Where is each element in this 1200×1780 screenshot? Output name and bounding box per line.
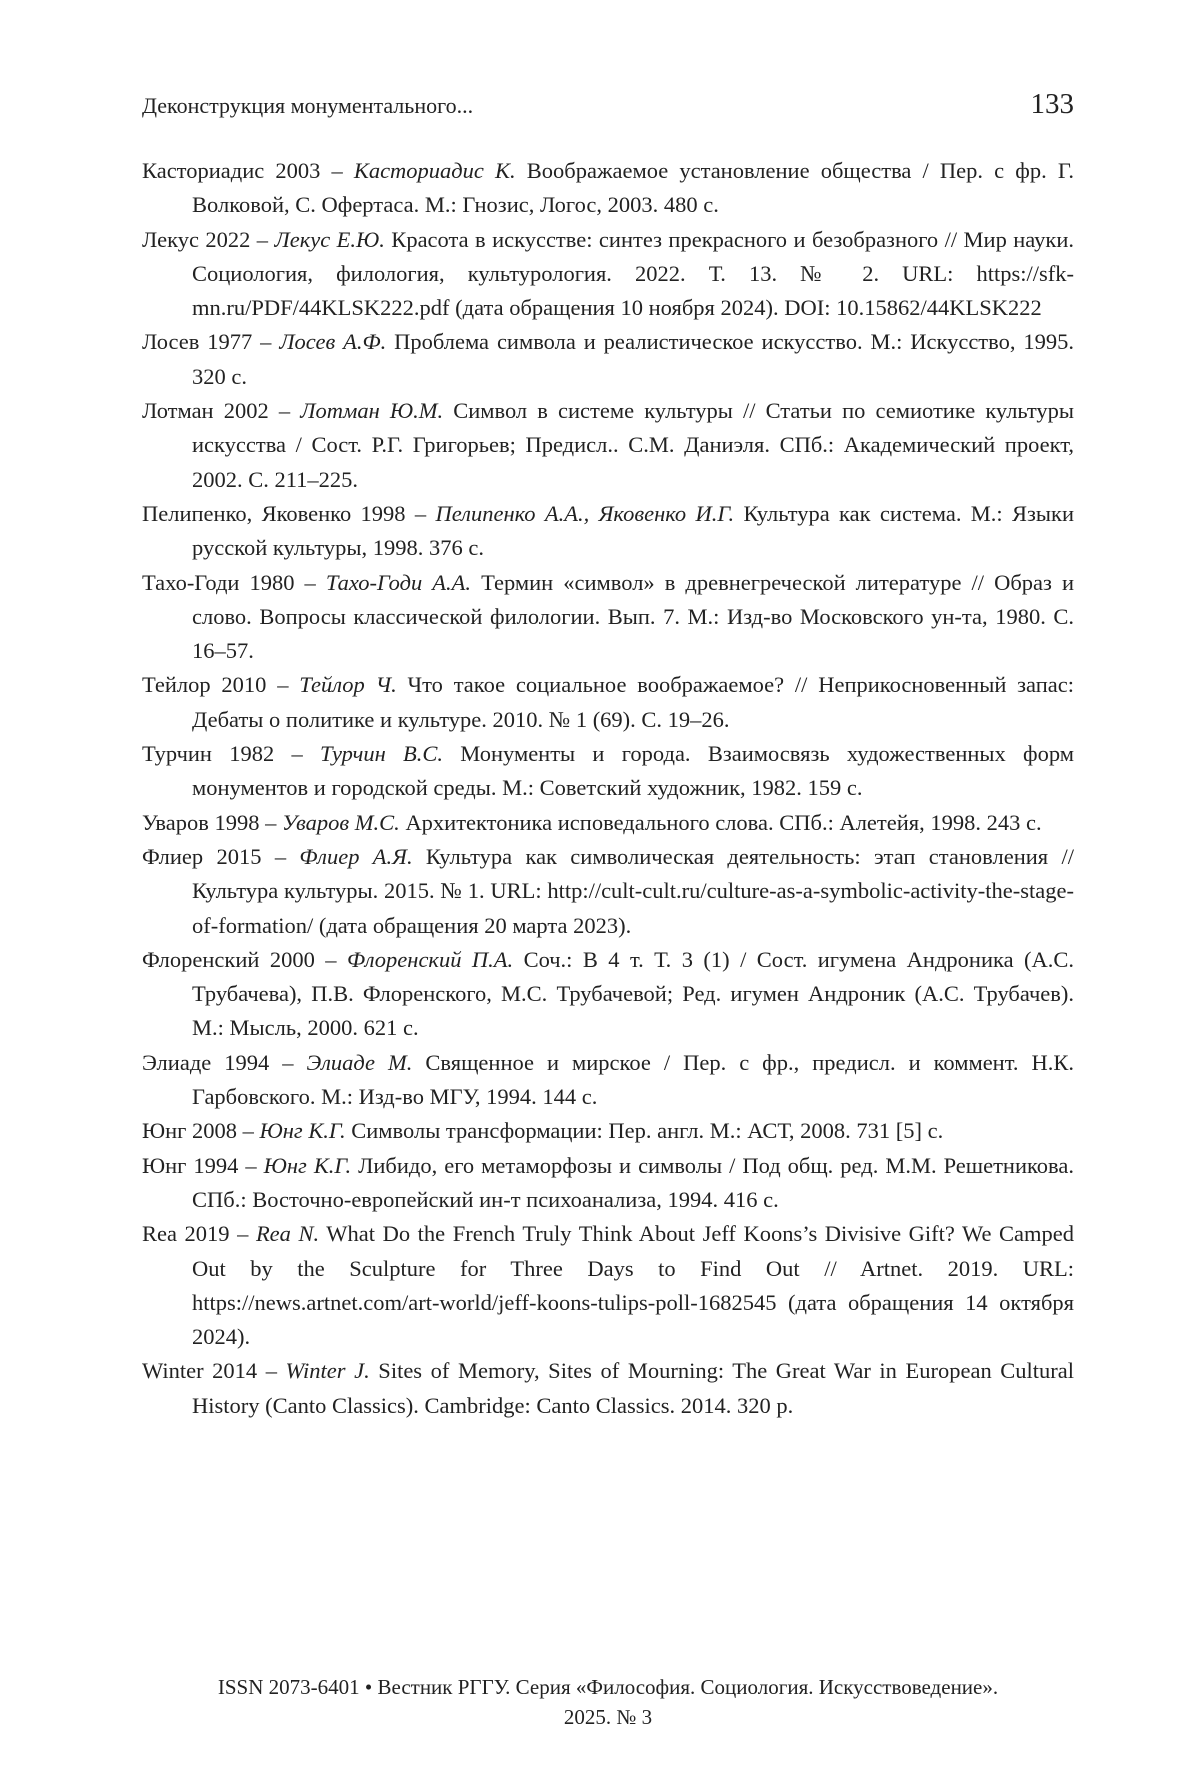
reference-entry — [142, 223, 1074, 326]
reference-key: Тахо-Годи 1980 – — [142, 569, 326, 595]
reference-body: Культура как система. М.: Языки русской культуры, 1998. 376 с. — [192, 500, 1075, 561]
reference-entry — [142, 566, 1074, 669]
page-number: 133 — [1030, 88, 1074, 120]
reference-entry — [142, 154, 1074, 223]
reference-author: Флиер А.Я. — [299, 843, 413, 869]
reference-author: Rea N. — [255, 1221, 320, 1247]
reference-body: Культура как символическая деятельность: этап становления // Культура культуры. 2015. № 1. URL: http://cult-cult.ru/culture-as-a-symbolic-activity-the-stage-of-formation/ (дата обращения 20 марта 2023). — [192, 843, 1074, 938]
reference-entry — [142, 1114, 1074, 1148]
reference-key: Пелипенко, Яковенко 1998 – — [142, 500, 436, 526]
reference-body: Термин «символ» в древнегреческой литературе // Образ и слово. Вопросы классической филологии. Вып. 7. М.: Изд-во Московского ун-та, 1980. С. 16–57. — [192, 569, 1074, 664]
reference-author: Лотман Ю.М. — [300, 398, 444, 424]
reference-body: Символы трансформации: Пер. англ. М.: АСТ, 2008. 731 [5] с. — [345, 1118, 944, 1144]
reference-author: Флоренский П.А. — [346, 946, 514, 972]
reference-body: Соч.: В 4 т. Т. 3 (1) / Сост. игумена Андроника (А.С. Трубачева), П.В. Флоренского, М.С. Трубачевой; Ред. игумен Андроник (А.С. Трубачев). М.: Мысль, 2000. 621 с. — [192, 946, 1074, 1041]
reference-author: Турчин В.С. — [319, 741, 444, 767]
reference-author: Элиаде М. — [306, 1049, 413, 1075]
reference-body: What Do the French Truly Think About Jeff Koons’s Divisive Gift? We Camped Out by the Sculpture for Three Days to Find Out // Artnet. 2019. URL: https://news.artnet.com/art-world/jeff-koons-tulips-poll-1682545 (дата обращения 14 октября 2024). — [192, 1221, 1074, 1350]
reference-body: Что такое социальное воображаемое? // Неприкосновенный запас: Дебаты о политике и культуре. 2010. № 1 (69). С. 19–26. — [192, 672, 1075, 732]
reference-entry — [142, 1149, 1074, 1218]
reference-body: Проблема символа и реалистическое искусство. М.: Искусство, 1995. 320 с. — [192, 329, 1074, 389]
reference-key: Элиаде 1994 – — [142, 1049, 307, 1075]
page-footer — [142, 1672, 1074, 1732]
reference-entry — [142, 943, 1074, 1046]
reference-entry — [142, 497, 1074, 566]
reference-body: Sites of Memory, Sites of Mourning: The Great War in European Cultural History (Canto Classics). Cambridge: Canto Classics. 2014. 320 p. — [192, 1358, 1075, 1418]
footer-journal-line: ISSN 2073-6401 • Вестник РГГУ. Серия «Философия. Социология. Искусствоведение». — [217, 1675, 999, 1699]
reference-author: Тейлор Ч. — [299, 672, 397, 698]
reference-body: Воображаемое установление общества / Пер. с фр. Г. Волковой, С. Офертаса. М.: Гнозис, Логос, 2003. 480 с. — [192, 158, 1074, 218]
reference-entry — [142, 394, 1074, 497]
reference-entry — [142, 1354, 1074, 1423]
reference-entry — [142, 1217, 1074, 1354]
reference-body: Архитектоника исповедального слова. СПб.: Алетейя, 1998. 243 с. — [399, 809, 1042, 835]
reference-entry — [142, 806, 1074, 840]
reference-author: Юнг К.Г. — [263, 1152, 352, 1178]
reference-entry — [142, 737, 1074, 806]
reference-entry — [142, 840, 1074, 943]
reference-key: Юнг 1994 – — [142, 1152, 264, 1178]
page-header — [142, 88, 1074, 121]
reference-author: Лосев А.Ф. — [279, 329, 387, 355]
reference-entry — [142, 325, 1074, 394]
reference-author: Пелипенко А.А., Яковенко И.Г. — [435, 500, 735, 526]
reference-author: Касториадис К. — [353, 158, 516, 183]
reference-author: Юнг К.Г. — [259, 1118, 346, 1144]
reference-body: Монументы и города. Взаимосвязь художественных форм монументов и городской среды. М.: Советский художник, 1982. 159 с. — [192, 741, 1074, 801]
footer-issue-line: 2025. № 3 — [563, 1705, 653, 1729]
running-title: Деконструкция монументального... — [142, 93, 474, 118]
reference-key: Winter 2014 – — [142, 1358, 286, 1384]
reference-key: Rea 2019 – — [142, 1221, 256, 1247]
reference-author: Уваров М.С. — [281, 809, 400, 835]
reference-key: Лотман 2002 – — [142, 398, 301, 424]
reference-entry — [142, 668, 1074, 737]
reference-author: Winter J. — [285, 1358, 370, 1384]
reference-key: Флоренский 2000 – — [142, 946, 347, 972]
reference-author: Лекус Е.Ю. — [274, 226, 385, 252]
reference-body: Священное и мирское / Пер. с фр., предисл. и коммент. Н.К. Гарбовского. М.: Изд-во МГУ, 1994. 144 с. — [192, 1049, 1074, 1110]
reference-author: Тахо-Годи А.А. — [325, 569, 472, 595]
reference-key: Тейлор 2010 – — [142, 672, 300, 698]
reference-key: Касториадис 2003 – — [142, 158, 354, 183]
reference-key: Лекус 2022 – — [142, 226, 275, 252]
reference-key: Лосев 1977 – — [142, 329, 280, 355]
reference-key: Юнг 2008 – — [142, 1118, 260, 1144]
reference-key: Турчин 1982 – — [142, 741, 320, 767]
reference-entry — [142, 1046, 1074, 1115]
reference-body: Красота в искусстве: синтез прекрасного и безобразного // Мир науки. Социология, филология, культурология. 2022. Т. 13. № 2. URL: https://sfk-mn.ru/PDF/44KLSK222.pdf (дата обращения 10 ноября 2024). DOI: 10.15862/44KLSK222 — [192, 226, 1074, 321]
reference-key: Флиер 2015 – — [142, 843, 300, 869]
reference-key: Уваров 1998 – — [142, 809, 282, 835]
reference-list — [142, 154, 1074, 1423]
reference-body: Символ в системе культуры // Статьи по семиотике культуры искусства / Сост. Р.Г. Григорьев; Предисл.. С.М. Даниэля. СПб.: Академический проект, 2002. С. 211–225. — [192, 398, 1074, 492]
reference-body: Либидо, его метаморфозы и символы / Под общ. ред. М.М. Решетникова. СПб.: Восточно-европейский ин-т психоанализа, 1994. 416 с. — [192, 1152, 1074, 1212]
